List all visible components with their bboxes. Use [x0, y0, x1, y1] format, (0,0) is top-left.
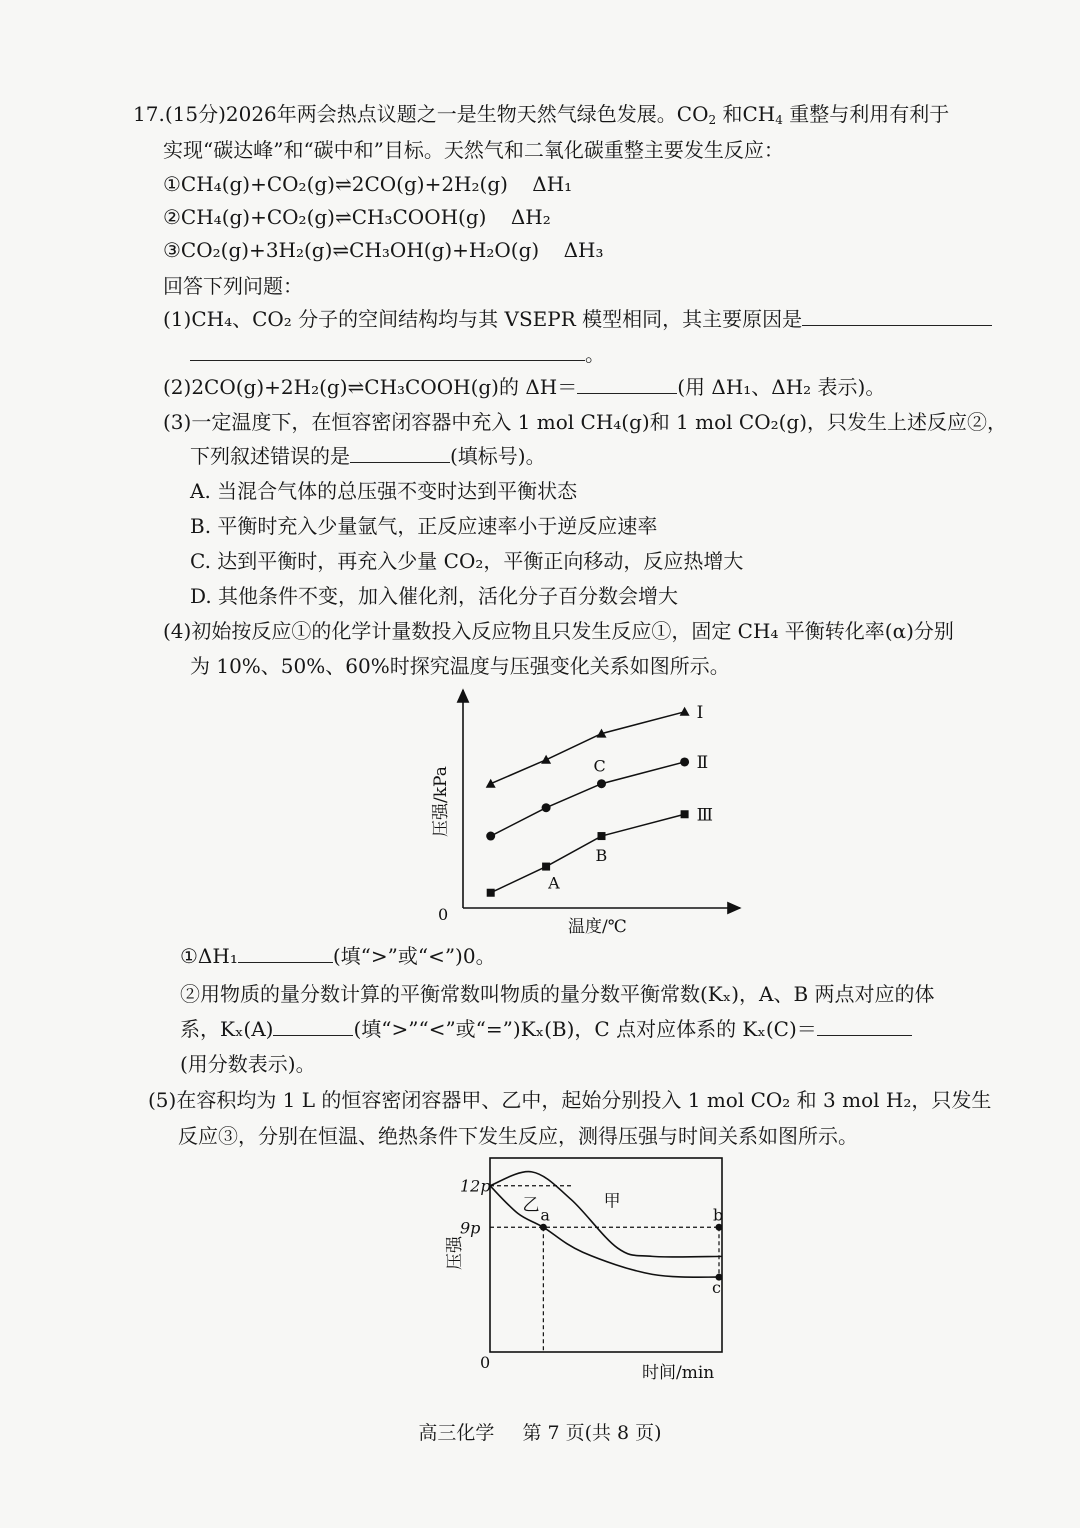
data-point-marker: [680, 757, 689, 766]
point-label: a: [540, 1205, 550, 1225]
data-point-marker: [598, 832, 606, 840]
data-point-marker: [487, 889, 495, 897]
plot-frame: [490, 1158, 722, 1352]
intro-text-a: 2026年两会热点议题之一是生物天然气绿色发展。CO: [225, 102, 709, 126]
x-axis-label: 时间/min: [642, 1363, 715, 1383]
answer-blank[interactable]: [350, 444, 450, 463]
part4-q2-line-3: (用分数表示)。: [180, 1052, 316, 1076]
part1-end: 。: [585, 342, 605, 366]
series-line-2: [491, 762, 685, 836]
origin-label: 0: [480, 1353, 491, 1372]
part4-q1-text-a: ①ΔH₁: [180, 944, 238, 968]
series-label: Ⅲ: [696, 805, 714, 826]
footer-page: 第 7 页(共 8 页): [522, 1422, 662, 1444]
part2-text-a: (2)2CO(g)+2H₂(g)⇌CH₃COOH(g)的 ΔH＝: [163, 375, 578, 399]
part4-q1: [180, 942, 496, 970]
part3-line-2: [190, 442, 546, 470]
pressure-time-chart: [430, 1150, 740, 1390]
data-point-marker: [681, 810, 689, 818]
option-b: B. 平衡时充入少量氩气，正反应速率小于逆反应速率: [190, 514, 658, 538]
intro-line-2: 实现“碳达峰”和“碳中和”目标。天然气和二氧化碳重整主要发生反应：: [163, 138, 784, 162]
answer-blank[interactable]: [273, 1017, 353, 1036]
series-label: Ⅰ: [696, 702, 704, 723]
data-point-marker: [680, 707, 690, 716]
part2-text-b: (用 ΔH₁、ΔH₂ 表示)。: [677, 375, 886, 399]
series-label: 乙: [522, 1195, 540, 1216]
option-d: D. 其他条件不变，加入催化剂，活化分子百分数会增大: [190, 584, 679, 608]
intro-text-c: 重整与利用有利于: [789, 102, 950, 126]
part1-text: (1)CH₄、CO₂ 分子的空间结构均与其 VSEPR 模型相同，其主要原因是: [163, 307, 803, 331]
reaction-1-equation: ①CH₄(g)+CO₂(g)⇌2CO(g)+2H₂(g): [163, 172, 508, 196]
footer-subject: 高三化学: [418, 1422, 495, 1444]
part5-line-2: 反应③，分别在恒温、绝热条件下发生反应，测得压强与时间关系如图所示。: [178, 1124, 858, 1148]
part3-line-1: (3)一定温度下，在恒容密闭容器中充入 1 mol CH₄(g)和 1 mol CO₂(g)，只发生上述反应②，: [163, 410, 1008, 434]
point-label: B: [595, 846, 608, 866]
point-marker: [540, 1224, 547, 1231]
y-axis-label: 压强: [445, 1236, 465, 1270]
part4-line-1: (4)初始按反应①的化学计量数投入反应物且只发生反应①，固定 CH₄ 平衡转化率(α)分别: [163, 619, 954, 643]
point-marker: [716, 1224, 723, 1231]
y-axis-label: 压强/kPa: [431, 766, 451, 837]
question-score: (15分): [164, 102, 226, 126]
point-label: b: [713, 1205, 724, 1225]
part1-line: [163, 305, 992, 333]
data-point-marker: [486, 779, 496, 788]
part4-q2-text-a: 系，Kₓ(A): [180, 1017, 274, 1041]
reaction-3-dh: ΔH₃: [563, 238, 604, 262]
y-tick-label: 12p: [460, 1176, 491, 1196]
intro-text-b: 和CH: [722, 102, 776, 126]
x-axis-label: 温度/℃: [568, 917, 627, 937]
option-a: A. 当混合气体的总压强不变时达到平衡状态: [190, 479, 578, 503]
question-number: 17.: [133, 102, 165, 126]
part5-line-1: (5)在容积均为 1 L 的恒容密闭容器甲、乙中，起始分别投入 1 mol CO₂ 和 3 mol H₂，只发生: [148, 1088, 992, 1112]
answer-blank[interactable]: [238, 944, 333, 963]
answer-blank[interactable]: [190, 342, 585, 361]
series-label: 甲: [603, 1191, 621, 1212]
part3-text-b: (填标号)。: [450, 444, 546, 468]
part4-line-2: 为 10%、50%、60%时探究温度与压强变化关系如图所示。: [190, 654, 730, 678]
data-point-marker: [541, 755, 551, 764]
part4-q1-text-b: (填“>”或“<”)0。: [332, 944, 496, 968]
series-line-3: [491, 814, 685, 892]
data-point-marker: [542, 863, 550, 871]
series-line-1: [491, 712, 685, 784]
part1-line-2: [190, 340, 605, 368]
part4-q2-text-b: (填“>”“<”或“=”)Kₓ(B)，C 点对应体系的 Kₓ(C)＝: [353, 1017, 817, 1041]
temperature-pressure-chart: [410, 682, 760, 944]
option-c: C. 达到平衡时，再充入少量 CO₂，平衡正向移动，反应热增大: [190, 549, 744, 573]
y-tick-label: 9p: [460, 1218, 481, 1238]
point-label: C: [593, 756, 606, 776]
data-point-marker: [597, 779, 606, 788]
reaction-3-equation: ③CO₂(g)+3H₂(g)⇌CH₃OH(g)+H₂O(g): [163, 238, 540, 262]
reaction-1-dh: ΔH₁: [532, 172, 573, 196]
part2-line: [163, 373, 885, 401]
series-label: Ⅱ: [696, 752, 709, 773]
page-footer: [0, 1418, 1080, 1445]
answer-blank[interactable]: [802, 307, 992, 326]
answer-blank[interactable]: [817, 1017, 912, 1036]
answer-prompt: 回答下列问题：: [163, 274, 303, 298]
point-label: A: [548, 873, 560, 893]
reaction-2-dh: ΔH₂: [510, 205, 551, 229]
data-point-marker: [542, 803, 551, 812]
data-point-marker: [486, 832, 495, 841]
reaction-2-equation: ②CH₄(g)+CO₂(g)⇌CH₃COOH(g): [163, 205, 487, 229]
part3-text-a: 下列叙述错误的是: [190, 444, 350, 468]
reaction-1: [163, 170, 572, 198]
answer-blank[interactable]: [577, 375, 677, 394]
reaction-2: [163, 203, 551, 231]
part4-q2-line-1: ②用物质的量分数计算的平衡常数叫物质的量分数平衡常数(Kₓ)，A、B 两点对应的体: [180, 982, 935, 1006]
point-label: c: [712, 1278, 721, 1298]
part4-q2-line-2: [180, 1015, 912, 1043]
reaction-3: [163, 236, 603, 264]
origin-label: 0: [438, 905, 449, 924]
question-header: 17.(15分)2026年两会热点议题之一是生物天然气绿色发展。$CO_2$ 和$CH_4$ 重整与利用有利于: [133, 102, 950, 127]
